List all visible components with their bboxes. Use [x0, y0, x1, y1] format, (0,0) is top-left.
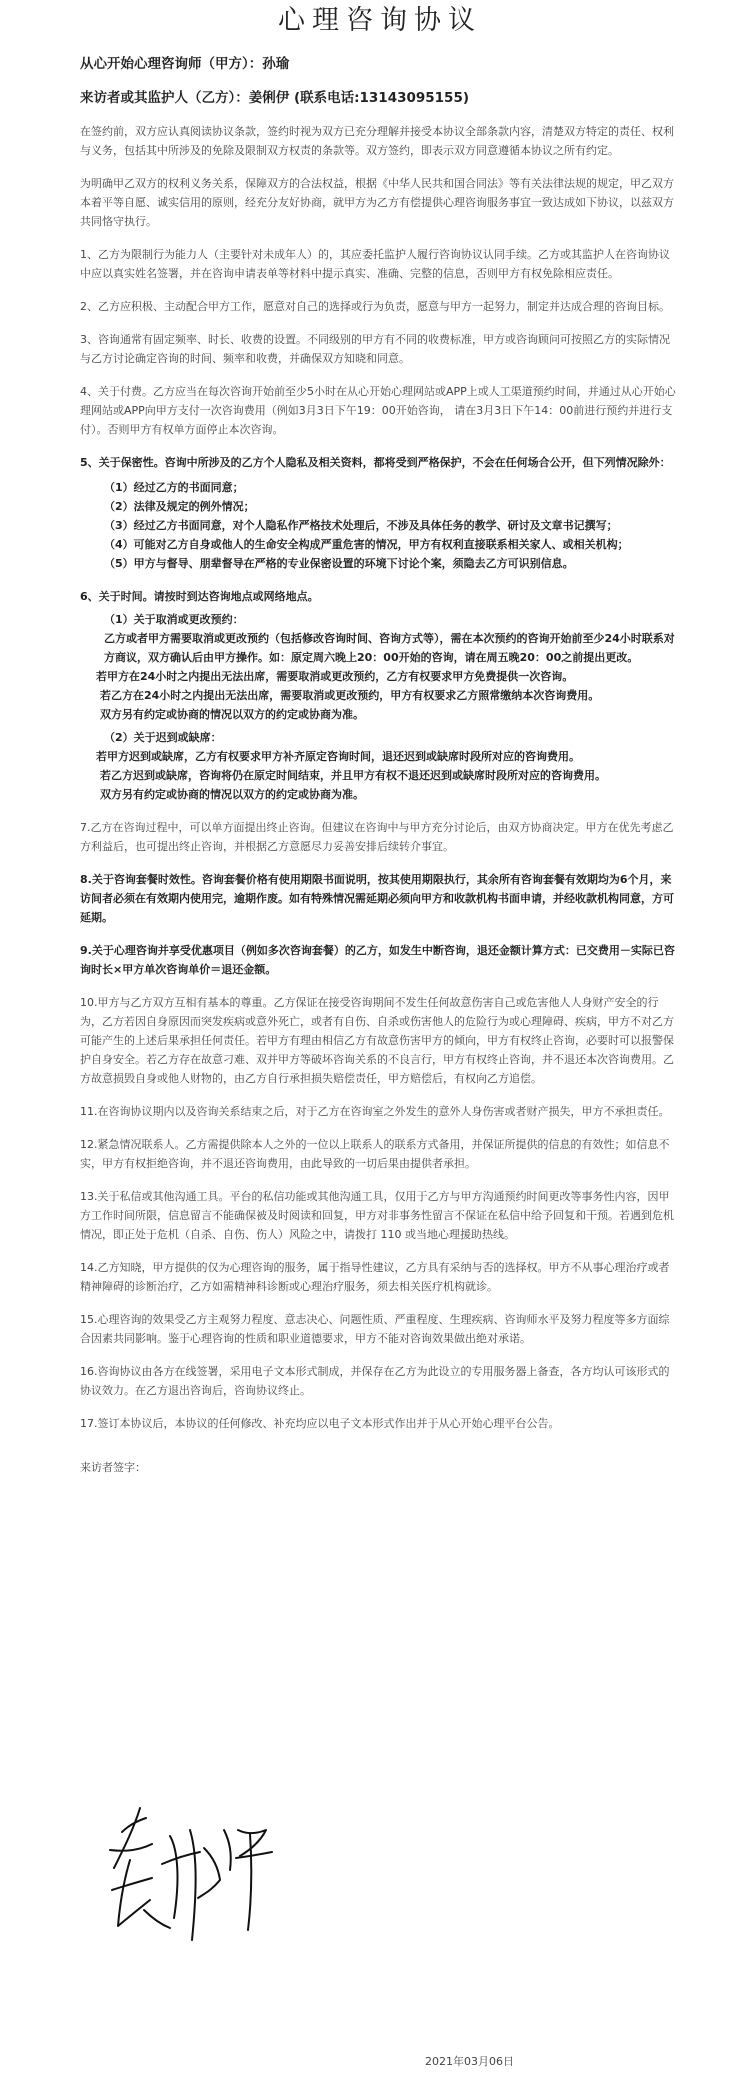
clause-9: 9.关于心理咨询并享受优惠项目（例如多次咨询套餐）的乙方，如发生中断咨询，退还金额计算方式：已交费用－实际已咨询时长×甲方单次咨询单价＝退还金额。	[80, 944, 675, 976]
clause-7: 7.乙方在咨询过程中，可以单方面提出终止咨询。但建议在咨询中与甲方充分讨论后，由双方协商决定。甲方在优先考虑乙方利益后，也可提出终止咨询，并根据乙方意愿尽力妥善安排后续转介事宜。	[80, 821, 674, 853]
clause-6-2-line: 双方另有约定或协商的情况以双方的约定或协商为准。	[100, 788, 364, 801]
clause-17: 17.签订本协议后，本协议的任何修改、补充均应以电子文本形式作出并于从心开始心理平台公告。	[80, 1417, 560, 1430]
clause-6-1-text: 乙方或者甲方需要取消或更改预约（包括修改咨询时间、咨询方式等），需在本次预约的咨询开始前至少24小时联系对方商议，双方确认后由甲方操作。如：原定周六晚上20：00开始的咨询，请在周五晚20：00之前提出更改。	[104, 632, 675, 664]
clause-5-exception-item: （5）甲方与督导、朋辈督导在严格的专业保密设置的环境下讨论个案，须隐去乙方可识别信息。	[104, 557, 574, 570]
clause-5-exception-item: （3）经过乙方书面同意，对个人隐私作严格技术处理后，不涉及具体任务的教学、研讨及文章书记撰写；	[104, 519, 618, 532]
clause-5-exception-item: （1）经过乙方的书面同意；	[104, 481, 244, 494]
clause-5-exception-item: （4）可能对乙方自身或他人的生命安全构成严重危害的情况，甲方有权利直接联系相关家人、或相关机构；	[104, 538, 629, 551]
party-a-line: 从心开始心理咨询师（甲方）：孙瑜	[80, 56, 290, 72]
clause-2: 2、乙方应积极、主动配合甲方工作，愿意对自己的选择或行为负责，愿意与甲方一起努力，制定并达成合理的咨询目标。	[80, 300, 670, 313]
clause-6-2-line: 若甲方迟到或缺席，乙方有权要求甲方补齐原定咨询时间，退还迟到或缺席时段所对应的咨询费用。	[96, 750, 580, 763]
clause-6-2-line: 若乙方迟到或缺席，咨询将仍在原定时间结束，并且甲方有权不退还迟到或缺席时段所对应的咨询费用。	[100, 769, 606, 782]
clause-16: 16.咨询协议由各方在线签署，采用电子文本形式制成，并保存在乙方为此设立的专用服务器上备查，各方均认可该形式的协议效力。在乙方退出咨询后，咨询协议终止。	[80, 1365, 670, 1397]
clause-6-2-title: （2）关于迟到或缺席：	[104, 731, 222, 744]
clause-5-exceptions	[80, 478, 680, 573]
clause-12: 12.紧急情况联系人。乙方需提供除本人之外的一位以上联系人的联系方式备用，并保证所提供的信息的有效性；如信息不实，甲方有权拒绝咨询，并不退还咨询费用，由此导致的一切后果由提供者承担。	[80, 1138, 670, 1170]
clause-4: 4、关于付费。乙方应当在每次咨询开始前至少5小时在从心开始心理网站或APP上或人工渠道预约时间，并通过从心开始心理网站或APP向甲方支付一次咨询费用（例如3月3日下午19：00开始咨询， 请在3月3日下午14：00前进行预约并进行支付）。否则甲方有权单方面停止本次咨询。	[80, 385, 676, 436]
clause-1: 1、乙方为限制行为能力人（主要针对未成年人）的，其应委托监护人履行咨询协议认同手续。乙方或其监护人在咨询协议中应以真实姓名签署，并在咨询申请表单等材料中提示真实、准确、完整的信息，否则甲方有权免除相应责任。	[80, 248, 670, 280]
visitor-signature-label: 来访者签字：	[80, 1461, 146, 1474]
clause-6-1-line: 若甲方在24小时之内提出无法出席，需要取消或更改预约，乙方有权要求甲方免费提供一次咨询。	[96, 670, 574, 683]
clause-10: 10.甲方与乙方双方互相有基本的尊重。乙方保证在接受咨询期间不发生任何故意伤害自己或危害他人人身财产安全的行为，乙方若因自身原因而突发疾病或意外死亡，或者有自伤、自杀或伤害他人的危险行为或心理障碍、疾病，甲方不对乙方可能产生的上述后果承担任何责任。若甲方有理由相信乙方有故意伤害甲方的倾向，甲方有权终止咨询，必要时可以报警保护自身安全。若乙方存在故意刁难、双并甲方等破坏咨询关系的不良言行，甲方有权终止咨询，并不退还本次咨询费用。乙方故意损毁自身或他人财物的，由乙方自行承担损失赔偿责任，甲方赔偿后，有权向乙方追偿。	[80, 996, 674, 1085]
clause-14: 14.乙方知晓，甲方提供的仅为心理咨询的服务，属于指导性建议，乙方具有采纳与否的选择权。甲方不从事心理治疗或者精神障碍的诊断治疗，乙方如需精神科诊断或心理治疗服务，须去相关医疗机构就诊。	[80, 1261, 670, 1293]
document-title: 心理咨询协议	[278, 5, 482, 36]
clause-6-1-line: 若乙方在24小时之内提出无法出席，需要取消或更改预约，甲方有权要求乙方照常缴纳本次咨询费用。	[100, 689, 600, 702]
clause-3: 3、咨询通常有固定频率、时长、收费的设置。不同级别的甲方有不同的收费标准，甲方或咨询顾问可按照乙方的实际情况与乙方讨论确定咨询的时间、频率和收费，并确保双方知晓和同意。	[80, 333, 670, 365]
clause-11: 11.在咨询协议期内以及咨询关系结束之后，对于乙方在咨询室之外发生的意外人身伤害或者财产损失，甲方不承担责任。	[80, 1105, 670, 1118]
clause-6-1-title: （1）关于取消或更改预约：	[104, 613, 244, 626]
clause-13: 13.关于私信或其他沟通工具。平台的私信功能或其他沟通工具，仅用于乙方与甲方沟通预约时间更改等事务性内容，因甲方工作时间所限，信息留言不能确保被及时阅读和回复，甲方对非事务性留言不保证在私信中给予回复和干预。若遇到危机情况，即正处于危机（自杀、自伤、伤人）风险之中，请拨打 110 或当地心理援助热线。	[80, 1190, 674, 1241]
clause-8: 8.关于咨询套餐时效性。咨询套餐价格有使用期限书面说明，按其使用期限执行，其余所有咨询套餐有效期均为6个月，来访间者必须在有效期内使用完，逾期作废。如有特殊情况需延期必须向甲方和收款机构书面申请，并经收款机构同意，方可延期。	[80, 873, 674, 924]
clause-15: 15.心理咨询的效果受乙方主观努力程度、意志决心、问题性质、严重程度、生理疾病、咨询师水平及努力程度等多方面综合因素共同影响。鉴于心理咨询的性质和职业道德要求，甲方不能对咨询效果做出绝对承诺。	[80, 1313, 670, 1345]
intro-paragraph-2: 为明确甲乙双方的权利义务关系，保障双方的合法权益，根据《中华人民共和国合同法》等有关法律法规的规定，甲乙双方本着平等自愿、诚实信用的原则，经充分友好协商，就甲方为乙方有偿提供心理咨询服务事宜一致达成如下协议，以兹双方共同恪守执行。	[80, 177, 674, 228]
intro-paragraph-1: 在签约前，双方应认真阅读协议条款，签约时视为双方已充分理解并接受本协议全部条款内容，清楚双方特定的责任、权利与义务，包括其中所涉及的免除及限制双方权责的条款等。双方签约，即表示双方同意遵循本协议之所有约定。	[80, 125, 674, 157]
party-b-line: 来访者或其监护人（乙方）：姜俐伊 (联系电话:13143095155)	[80, 90, 470, 106]
clause-6-details	[80, 610, 680, 804]
handwritten-signature	[100, 1790, 300, 1950]
clause-5-exception-item: （2）法律及规定的例外情况；	[104, 500, 255, 513]
clause-6: 6、关于时间。请按时到达咨询地点或网络地点。	[80, 590, 319, 603]
clause-5: 5、关于保密性。咨询中所涉及的乙方个人隐私及相关资料，都将受到严格保护，不会在任何场合公开，但下列情况除外：	[80, 456, 671, 469]
signing-date: 2021年03月06日	[425, 2055, 514, 2068]
clause-6-1-line: 双方另有约定或协商的情况以双方的约定或协商为准。	[100, 708, 364, 721]
